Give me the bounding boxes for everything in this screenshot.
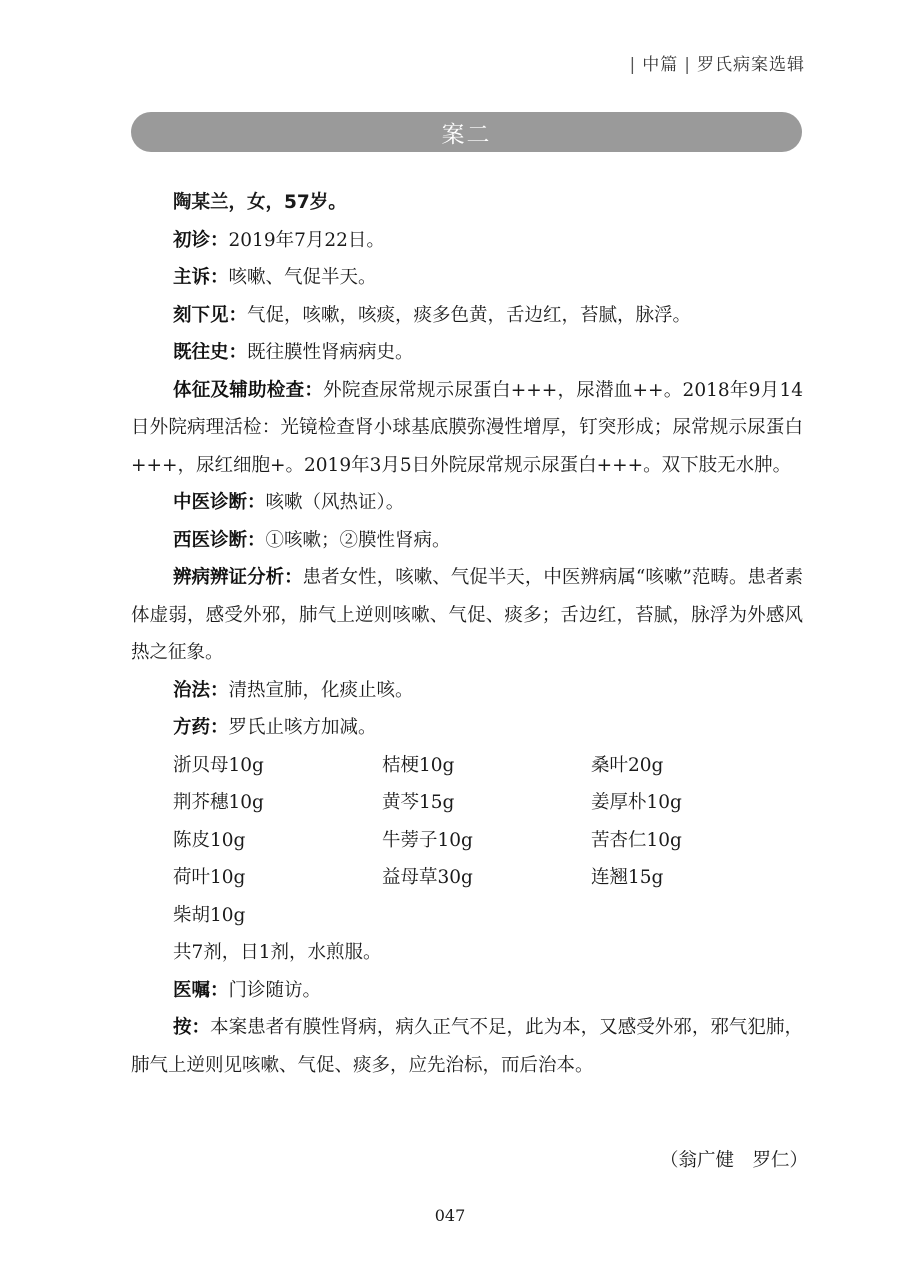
medical-advice <box>131 972 803 1010</box>
field-label: 按： <box>173 1017 211 1038</box>
field-label: 主诉： <box>173 267 229 288</box>
field-label: 中医诊断： <box>173 492 266 513</box>
western-diagnosis <box>131 522 803 560</box>
formula <box>131 709 803 747</box>
field-text: 门诊随访。 <box>228 979 322 1001</box>
field-text: 既往膜性肾病病史。 <box>247 342 414 363</box>
tcm-diagnosis <box>131 484 803 522</box>
herb-item: 陈皮10g <box>173 829 246 851</box>
field-text: 本案患者有膜性肾病，病久正气不足，此为本，又感受外邪，邪气犯肺，肺气上逆则见咳嗽、气促、痰多，应先治标，而后治本。 <box>131 1017 803 1076</box>
field-label: 治法： <box>173 679 229 701</box>
header-section: 罗氏病案选辑 <box>697 55 805 75</box>
case-title-banner <box>131 112 802 152</box>
field-text: 外院查尿常规示尿蛋白+++，尿潜血++。2018年9月14日外院病理活检：光镜检查肾小球基底膜弥漫性增厚，钉突形成；尿常规示尿蛋白+++，尿红细胞+。2019年3月5日外院尿常规示尿蛋白+++。双下肢无水肿。 <box>131 379 803 476</box>
field-text: 气促，咳嗽，咳痰，痰多色黄，舌边红，苔腻，脉浮。 <box>247 304 692 326</box>
header-divider: | <box>684 55 691 75</box>
herb-item: 益母草30g <box>382 867 473 888</box>
field-text: 咳嗽（风热证）。 <box>265 492 405 513</box>
present-symptoms <box>131 297 803 335</box>
herb-item: 黄芩15g <box>382 792 455 813</box>
herb-item: 荆芥穗10g <box>173 792 264 813</box>
past-history <box>131 334 803 372</box>
field-label: 辨病辨证分析： <box>173 567 303 588</box>
commentary <box>131 1009 803 1084</box>
patient-info: 陶某兰，女，57岁。 <box>173 192 347 213</box>
herb-item: 柴胡10g <box>173 904 246 926</box>
herb-item: 桔梗10g <box>382 754 455 776</box>
herb-item: 牛蒡子10g <box>382 829 473 851</box>
treatment-principle <box>131 672 803 710</box>
examination <box>131 372 803 485</box>
header-divider: | <box>629 55 637 75</box>
field-text: 咳嗽、气促半天。 <box>228 267 377 288</box>
herb-item: 连翘15g <box>591 867 664 888</box>
herb-list <box>173 747 803 935</box>
running-header <box>624 50 805 75</box>
dosage: 共7剂，日1剂，水煎服。 <box>173 942 382 963</box>
page-number: 047 <box>434 1206 466 1225</box>
field-label: 既往史： <box>173 342 248 363</box>
header-part: 中篇 <box>642 55 679 75</box>
field-label: 方药： <box>173 717 229 738</box>
herb-item: 桑叶20g <box>591 754 664 776</box>
field-label: 初诊： <box>173 229 229 251</box>
herb-item: 荷叶10g <box>173 867 246 888</box>
author-signature: （翁广健 罗仁） <box>659 1150 808 1171</box>
field-label: 刻下见： <box>173 304 248 326</box>
field-text: 2019年7月22日。 <box>228 229 385 251</box>
chief-complaint <box>131 259 803 297</box>
field-text: 清热宣肺，化痰止咳。 <box>228 679 414 701</box>
first-visit <box>131 222 803 260</box>
case-body <box>131 184 803 1084</box>
field-label: 西医诊断： <box>173 529 266 551</box>
field-label: 体征及辅助检查： <box>173 379 324 401</box>
case-title: 案二 <box>441 121 492 148</box>
field-text: 罗氏止咳方加减。 <box>228 717 377 738</box>
field-label: 医嘱： <box>173 979 229 1001</box>
field-text: ①咳嗽；②膜性肾病。 <box>265 529 451 551</box>
syndrome-analysis <box>131 559 803 672</box>
field-text: 患者女性，咳嗽、气促半天，中医辨病属“咳嗽”范畴。患者素体虚弱，感受外邪，肺气上逆则咳嗽、气促、痰多；舌边红，苔腻，脉浮为外感风热之征象。 <box>131 567 803 663</box>
herb-item: 苦杏仁10g <box>591 829 682 851</box>
herb-item: 浙贝母10g <box>173 754 264 776</box>
herb-item: 姜厚朴10g <box>591 792 682 813</box>
